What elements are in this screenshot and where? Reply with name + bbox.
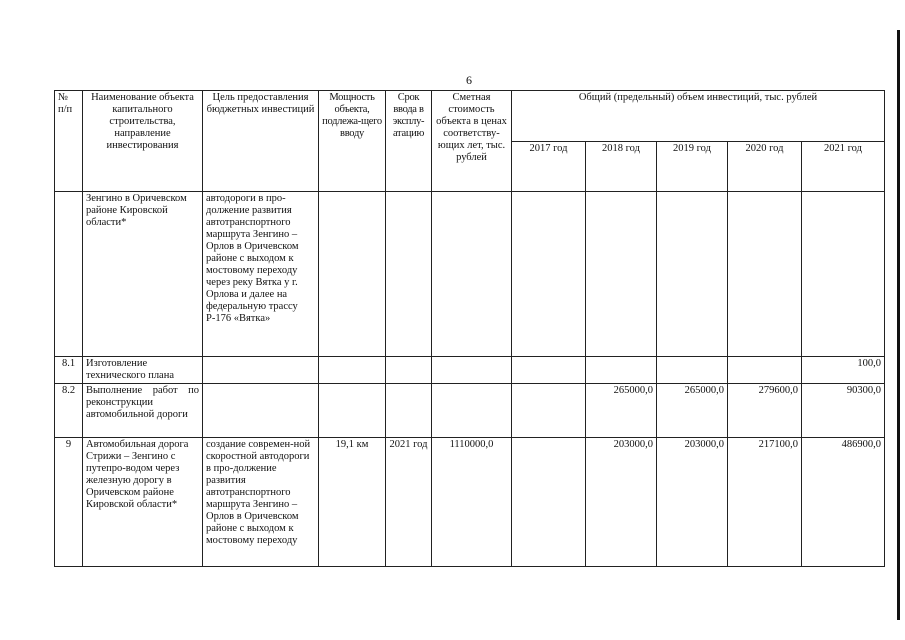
cell-value: 217100,0 bbox=[728, 438, 802, 567]
cell-value bbox=[802, 192, 885, 357]
header-year: 2020 год bbox=[728, 141, 802, 192]
cell-value bbox=[512, 192, 586, 357]
cell-num bbox=[55, 192, 83, 357]
header-cost: Сметная стоимость объекта в ценах соответству-ющих лет, тыс. рублей bbox=[432, 91, 512, 192]
header-goal: Цель предоставления бюджетных инвестиций bbox=[203, 91, 319, 192]
cell-cost bbox=[432, 192, 512, 357]
cell-num: 9 bbox=[55, 438, 83, 567]
cell-name: Выполнение работ по реконструкции автомобильной дороги bbox=[83, 384, 203, 438]
cell-value: 90300,0 bbox=[802, 384, 885, 438]
cell-name: Зенгино в Оричевском районе Кировской области* bbox=[83, 192, 203, 357]
header-name: Наименование объекта капитального строительства, направление инвестирования bbox=[83, 91, 203, 192]
header-term: Срок ввода в эксплу-атацию bbox=[386, 91, 432, 192]
cell-goal bbox=[203, 357, 319, 384]
scan-edge-line bbox=[897, 30, 900, 620]
table-header bbox=[55, 91, 885, 192]
cell-term bbox=[386, 384, 432, 438]
cell-term: 2021 год bbox=[386, 438, 432, 567]
header-row-1 bbox=[55, 91, 885, 142]
cell-value: 203000,0 bbox=[657, 438, 728, 567]
cell-num: 8.1 bbox=[55, 357, 83, 384]
cell-value bbox=[512, 357, 586, 384]
investment-table bbox=[54, 90, 885, 567]
cell-value: 279600,0 bbox=[728, 384, 802, 438]
cell-term bbox=[386, 192, 432, 357]
cell-value: 203000,0 bbox=[586, 438, 657, 567]
cell-value bbox=[586, 192, 657, 357]
cell-capacity bbox=[319, 192, 386, 357]
header-capacity: Мощность объекта, подлежа-щего вводу bbox=[319, 91, 386, 192]
cell-value bbox=[728, 357, 802, 384]
cell-value bbox=[728, 192, 802, 357]
cell-term bbox=[386, 357, 432, 384]
header-year: 2017 год bbox=[512, 141, 586, 192]
cell-value: 100,0 bbox=[802, 357, 885, 384]
cell-goal: создание современ-ной скоростной автодороги в про-должение развития автотранспортного маршрута Зенгино – Орлов в Оричевском районе с выходом к мостовому переходу bbox=[203, 438, 319, 567]
cell-value bbox=[657, 357, 728, 384]
table-row bbox=[55, 192, 885, 357]
cell-goal bbox=[203, 384, 319, 438]
cell-capacity bbox=[319, 357, 386, 384]
cell-cost bbox=[432, 357, 512, 384]
cell-value: 265000,0 bbox=[586, 384, 657, 438]
header-year: 2019 год bbox=[657, 141, 728, 192]
table-row bbox=[55, 438, 885, 567]
cell-value bbox=[512, 438, 586, 567]
cell-goal: автодороги в про-должение развития автотранспортного маршрута Зенгино – Орлов в Оричевском районе с выходом к мостовому переходу через реку Вятка у г. Орлова и далее на федеральную трассу Р-176 «Вятка» bbox=[203, 192, 319, 357]
cell-num: 8.2 bbox=[55, 384, 83, 438]
table-row bbox=[55, 384, 885, 438]
table-row bbox=[55, 357, 885, 384]
cell-value bbox=[657, 192, 728, 357]
header-num: № п/п bbox=[55, 91, 83, 192]
table-body bbox=[55, 192, 885, 567]
cell-cost bbox=[432, 384, 512, 438]
cell-value bbox=[512, 384, 586, 438]
header-year: 2018 год bbox=[586, 141, 657, 192]
cell-cost: 1110000,0 bbox=[432, 438, 512, 567]
cell-capacity: 19,1 км bbox=[319, 438, 386, 567]
header-total-investment: Общий (предельный) объем инвестиций, тыс. рублей bbox=[512, 91, 885, 142]
cell-value: 486900,0 bbox=[802, 438, 885, 567]
header-year: 2021 год bbox=[802, 141, 885, 192]
page-number: 6 bbox=[466, 73, 472, 87]
cell-name: Изготовление технического плана bbox=[83, 357, 203, 384]
cell-value: 265000,0 bbox=[657, 384, 728, 438]
cell-value bbox=[586, 357, 657, 384]
cell-capacity bbox=[319, 384, 386, 438]
cell-name: Автомобильная дорога Стрижи – Зенгино с путепро-водом через железную дорогу в Оричевском районе Кировской области* bbox=[83, 438, 203, 567]
